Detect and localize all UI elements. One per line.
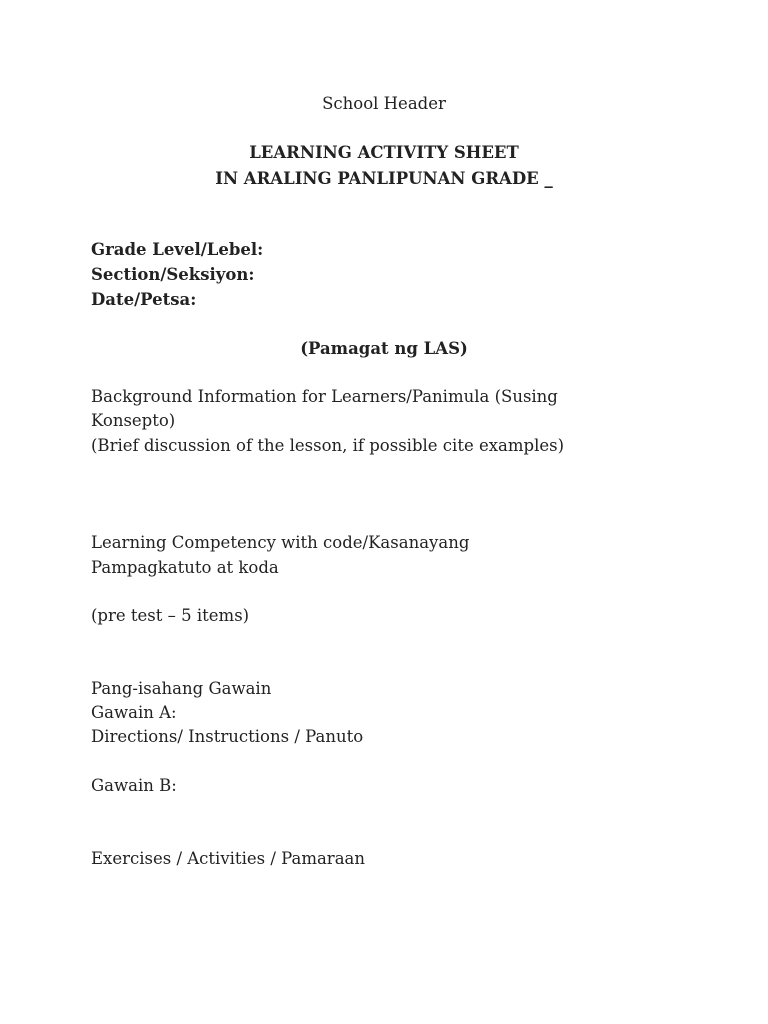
exercises: Exercises / Activities / Pamaraan (91, 849, 365, 868)
background-line-1: Background Information for Learners/Panimula (Susing (91, 387, 558, 406)
activity-b: Gawain B: (91, 776, 177, 795)
competency-line-2: Pampagkatuto at koda (91, 558, 279, 577)
pretest-note: (pre test – 5 items) (91, 606, 250, 625)
background-line-2: Konsepto) (91, 411, 176, 430)
directions: Directions/ Instructions / Panuto (91, 727, 364, 746)
grade-level-field: Grade Level/Lebel: (91, 240, 264, 259)
date-field: Date/Petsa: (91, 290, 197, 309)
individual-activity-heading: Pang-isahang Gawain (91, 679, 272, 698)
competency-line-1: Learning Competency with code/Kasanayang (91, 533, 470, 552)
title-line-2: IN ARALING PANLIPUNAN GRADE _ (215, 169, 553, 188)
activity-a: Gawain A: (91, 703, 177, 722)
las-title: (Pamagat ng LAS) (300, 339, 468, 358)
background-note: (Brief discussion of the lesson, if possible cite examples) (91, 436, 565, 455)
school-header: School Header (322, 94, 446, 113)
title-line-1: LEARNING ACTIVITY SHEET (249, 143, 519, 162)
section-field: Section/Seksiyon: (91, 265, 255, 284)
